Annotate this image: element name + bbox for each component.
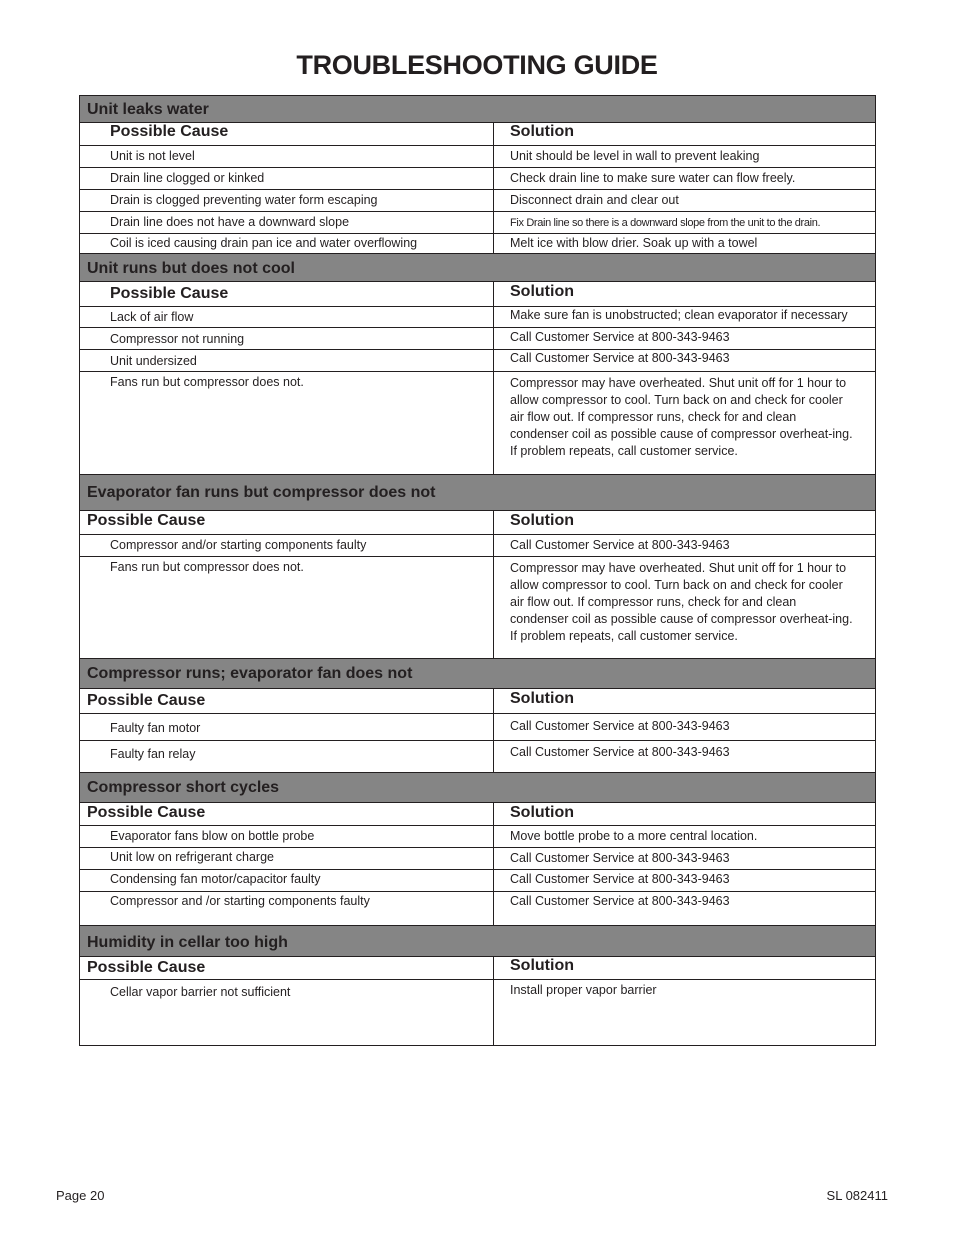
solution-header: Solution — [510, 512, 574, 529]
cause-cell: Unit undersized — [80, 350, 494, 371]
column-header-row — [80, 123, 875, 146]
table-row — [80, 328, 875, 350]
cause-cell: Compressor and /or starting components faulty — [80, 892, 494, 925]
page-title: TROUBLESHOOTING GUIDE — [296, 50, 658, 80]
column-header-row — [80, 511, 875, 535]
possible-cause-header: Possible Cause — [80, 957, 494, 979]
table-row — [80, 535, 875, 557]
solution-header: Solution — [510, 123, 574, 140]
table-row — [80, 350, 875, 372]
solution-cell: Call Customer Service at 800-343-9463 — [510, 851, 730, 865]
solution-cell: Call Customer Service at 800-343-9463 — [510, 330, 730, 344]
possible-cause-header: Possible Cause — [80, 803, 494, 825]
cause-cell: Faulty fan motor — [80, 714, 494, 740]
section-heading-evaporator-fan-runs: Evaporator fan runs but compressor does not — [80, 475, 875, 511]
cause-cell: Evaporator fans blow on bottle probe — [80, 826, 494, 847]
cause-cell: Compressor and/or starting components faulty — [80, 535, 494, 556]
solution-cell: Call Customer Service at 800-343-9463 — [510, 719, 730, 733]
solution-cell: Make sure fan is unobstructed; clean evaporator if necessary — [510, 308, 848, 322]
page-number: Page 20 — [56, 1188, 105, 1203]
cause-cell: Faulty fan relay — [80, 741, 494, 772]
solution-cell: Disconnect drain and clear out — [510, 193, 679, 207]
table-row — [80, 892, 875, 926]
table-row — [80, 190, 875, 212]
solution-cell: Melt ice with blow drier. Soak up with a towel — [510, 236, 758, 250]
cause-cell: Drain is clogged preventing water form escaping — [80, 190, 494, 211]
cause-cell: Unit low on refrigerant charge — [80, 848, 494, 869]
solution-header: Solution — [510, 957, 574, 974]
table-row — [80, 848, 875, 870]
possible-cause-header: Possible Cause — [80, 282, 494, 306]
cause-cell: Condensing fan motor/capacitor faulty — [80, 870, 494, 891]
possible-cause-header: Possible Cause — [80, 689, 494, 713]
solution-cell: Call Customer Service at 800-343-9463 — [510, 538, 730, 552]
possible-cause-header: Possible Cause — [80, 123, 494, 145]
table-row — [80, 234, 875, 254]
solution-cell: Compressor may have overheated. Shut unit off for 1 hour to allow compressor to cool. Turn back on and check for cooler air flow out. If compressor runs, check for and clean condenser coil as possible cause of compressor overheat-ing. If problem repeats, call customer service. — [510, 376, 853, 458]
table-row — [80, 714, 875, 741]
solution-cell: Call Customer Service at 800-343-9463 — [510, 351, 730, 365]
column-header-row — [80, 282, 875, 307]
solution-cell: Call Customer Service at 800-343-9463 — [510, 894, 730, 908]
cause-cell: Drain line does not have a downward slope — [80, 212, 494, 233]
section-heading-compressor-runs: Compressor runs; evaporator fan does not — [80, 659, 875, 689]
solution-cell: Install proper vapor barrier — [510, 983, 657, 997]
section-heading-compressor-short-cycles: Compressor short cycles — [80, 773, 875, 803]
troubleshooting-table — [79, 95, 876, 1046]
table-row — [80, 980, 875, 1045]
table-row — [80, 557, 875, 659]
cause-cell: Coil is iced causing drain pan ice and water overflowing — [80, 234, 494, 253]
table-row — [80, 741, 875, 773]
solution-cell: Fix Drain line so there is a downward slope from the unit to the drain. — [510, 217, 821, 229]
cause-cell: Cellar vapor barrier not sufficient — [80, 980, 494, 1045]
column-header-row — [80, 957, 875, 980]
cause-cell: Fans run but compressor does not. — [80, 557, 494, 658]
table-row — [80, 826, 875, 848]
solution-header: Solution — [510, 804, 574, 821]
section-heading-unit-leaks-water: Unit leaks water — [80, 96, 875, 123]
document-code: SL 082411 — [826, 1188, 888, 1203]
table-row — [80, 146, 875, 168]
cause-cell: Drain line clogged or kinked — [80, 168, 494, 189]
table-row — [80, 870, 875, 892]
section-heading-humidity-too-high: Humidity in cellar too high — [80, 926, 875, 957]
cause-cell: Unit is not level — [80, 146, 494, 167]
solution-header: Solution — [510, 283, 574, 300]
solution-header: Solution — [510, 690, 574, 707]
solution-cell: Check drain line to make sure water can flow freely. — [510, 171, 796, 185]
table-row — [80, 372, 875, 475]
solution-cell: Compressor may have overheated. Shut unit off for 1 hour to allow compressor to cool. Turn back on and check for cooler air flow out. If compressor runs, check for and clean condenser coil as possible cause of compressor overheat-ing. If problem repeats, call customer service. — [510, 561, 853, 643]
possible-cause-header: Possible Cause — [80, 511, 494, 534]
cause-cell: Fans run but compressor does not. — [80, 372, 494, 474]
cause-cell: Lack of air flow — [80, 307, 494, 327]
column-header-row — [80, 803, 875, 826]
solution-cell: Call Customer Service at 800-343-9463 — [510, 745, 730, 759]
solution-cell: Call Customer Service at 800-343-9463 — [510, 872, 730, 886]
solution-cell: Move bottle probe to a more central location. — [510, 829, 758, 843]
table-row — [80, 307, 875, 328]
solution-cell: Unit should be level in wall to prevent leaking — [510, 149, 760, 163]
column-header-row — [80, 689, 875, 714]
table-row — [80, 212, 875, 234]
cause-cell: Compressor not running — [80, 328, 494, 349]
table-row — [80, 168, 875, 190]
section-heading-unit-runs-not-cool: Unit runs but does not cool — [80, 254, 875, 282]
